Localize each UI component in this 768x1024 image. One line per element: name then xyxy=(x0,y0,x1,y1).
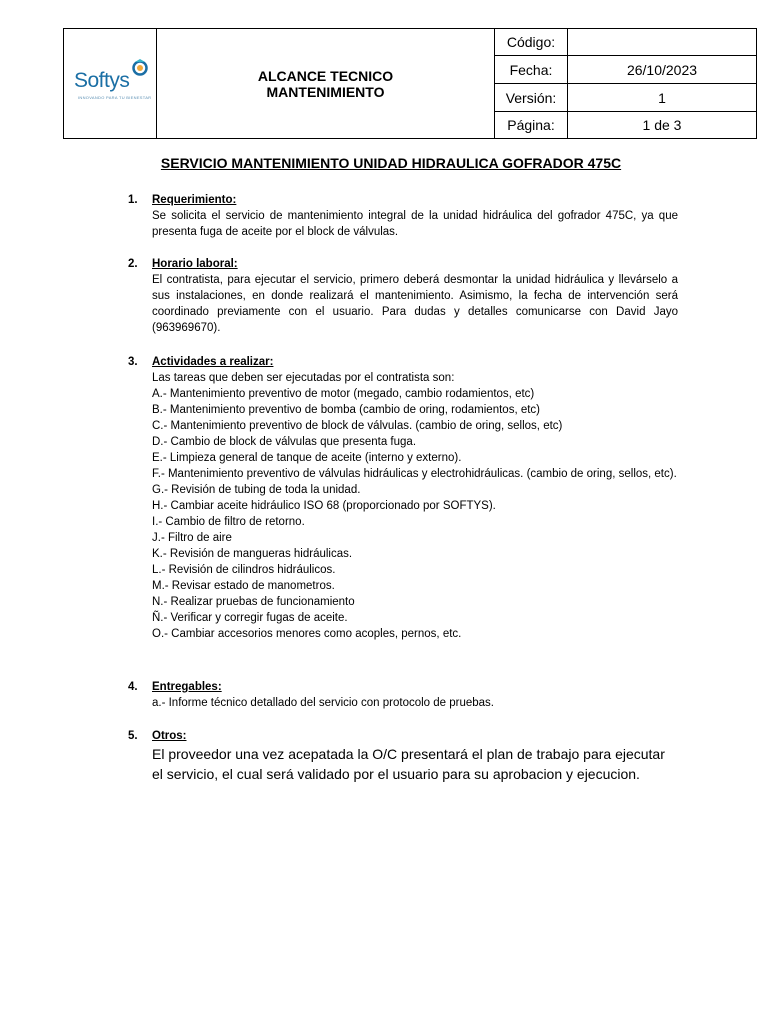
section-body xyxy=(152,370,678,642)
header-title-line1: ALCANCE TECNICO xyxy=(257,67,394,84)
logo-wordmark: Softys xyxy=(74,69,130,92)
list-item: L.- Revisión de cilindros hidráulicos. xyxy=(152,564,336,576)
version-value: 1 xyxy=(568,84,757,112)
list-item: K.- Revisión de mangueras hidráulicas. xyxy=(152,548,353,560)
logo-drop-icon xyxy=(132,59,148,77)
list-item: B.- Mantenimiento preventivo de bomba (cambio de oring, rodamientos, etc) xyxy=(152,404,541,416)
list-item: M.- Revisar estado de manometros. xyxy=(152,580,335,592)
section-heading: Actividades a realizar: xyxy=(152,356,274,368)
fecha-label: Fecha: xyxy=(495,56,568,84)
pagina-value: 1 de 3 xyxy=(568,112,757,139)
section-body xyxy=(152,208,678,240)
section-number: 2. xyxy=(128,258,138,270)
paragraph: a.- Informe técnico detallado del servicio con protocolo de pruebas. xyxy=(152,697,495,709)
codigo-label: Código: xyxy=(495,29,568,56)
list-item: J.- Filtro de aire xyxy=(152,532,232,544)
section-body xyxy=(152,272,678,336)
version-label: Versión: xyxy=(495,84,568,112)
logo-cell xyxy=(64,29,157,139)
paragraph: Se solicita el servicio de mantenimiento integral de la unidad hidráulica del gofrador 475C, ya que presenta fuga de aceite por el block de válvulas. xyxy=(152,210,678,238)
section-heading: Entregables: xyxy=(152,681,222,693)
paragraph: El proveedor una vez acepatada la O/C presentará el plan de trabajo para ejecutar el servicio, el cual será validado por el usuario para su aprobacion y ejecucion. xyxy=(152,746,665,782)
softys-logo xyxy=(72,59,152,103)
section-heading: Horario laboral: xyxy=(152,258,238,270)
header-title xyxy=(157,29,495,139)
paragraph: El contratista, para ejecutar el servicio, primero deberá desmontar la unidad hidráulica y llevárselo a sus instalaciones, en donde realizará el mantenimiento. Asimismo, la fecha de intervención será coordinado previamente con el usuario. Para dudas y detalles comunicarse con David Jayo (963969670). xyxy=(152,274,678,334)
list-item: F.- Mantenimiento preventivo de válvulas hidráulicas y electrohidráulicas. (cambio de oring, sellos, etc). xyxy=(152,468,677,480)
codigo-value xyxy=(568,29,757,56)
list-item: N.- Realizar pruebas de funcionamiento xyxy=(152,596,355,608)
section-number: 5. xyxy=(128,730,138,742)
section-heading: Requerimiento: xyxy=(152,194,237,206)
document-title: SERVICIO MANTENIMIENTO UNIDAD HIDRAULICA GOFRADOR 475C xyxy=(160,155,622,171)
header-title-line2: MANTENIMIENTO xyxy=(266,83,385,100)
list-item: O.- Cambiar accesorios menores como acoples, pernos, etc. xyxy=(152,628,462,640)
pagina-label: Página: xyxy=(495,112,568,139)
section-number: 1. xyxy=(128,194,138,206)
section-number: 4. xyxy=(128,681,138,693)
fecha-value: 26/10/2023 xyxy=(568,56,757,84)
list-item: A.- Mantenimiento preventivo de motor (megado, cambio rodamientos, etc) xyxy=(152,388,535,400)
list-item: Ñ.- Verificar y corregir fugas de aceite. xyxy=(152,612,348,624)
section-number: 3. xyxy=(128,356,138,368)
list-intro: Las tareas que deben ser ejecutadas por el contratista son: xyxy=(152,372,455,384)
list-item: G.- Revisión de tubing de toda la unidad. xyxy=(152,484,361,496)
list-item: D.- Cambio de block de válvulas que presenta fuga. xyxy=(152,436,417,448)
logo-tagline: INNOVANDO PARA TU BIENESTAR xyxy=(78,95,152,100)
section-body xyxy=(152,695,678,711)
list-item: H.- Cambiar aceite hidráulico ISO 68 (proporcionado por SOFTYS). xyxy=(152,500,496,512)
section-heading: Otros: xyxy=(152,730,187,742)
list-item: E.- Limpieza general de tanque de aceite (interno y externo). xyxy=(152,452,462,464)
list-item: C.- Mantenimiento preventivo de block de válvulas. (cambio de oring, sellos, etc) xyxy=(152,420,563,432)
document-header xyxy=(63,28,757,139)
list-item: I.- Cambio de filtro de retorno. xyxy=(152,516,305,528)
section-body xyxy=(152,744,678,784)
